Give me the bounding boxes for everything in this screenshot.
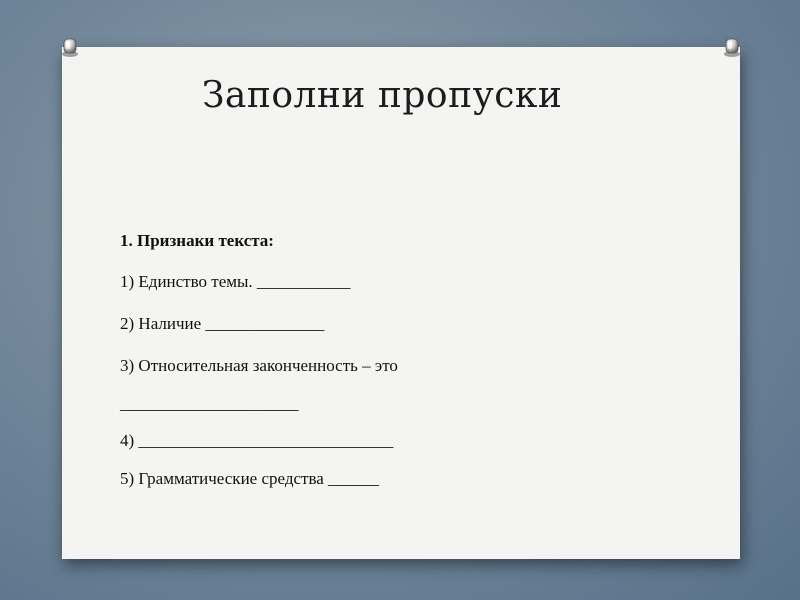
list-item: 5) Грамматические средства ______	[120, 469, 380, 488]
list-item: _____________________	[120, 394, 299, 413]
thumbtack-icon	[721, 37, 743, 59]
list-item: 3) Относительная законченность – это	[120, 356, 398, 375]
slide-title: Заполни пропуски	[202, 75, 563, 116]
list-item: 2) Наличие ______________	[120, 314, 325, 333]
thumbtack-icon	[59, 37, 81, 59]
list-item: 4) ______________________________	[120, 431, 394, 450]
section-heading: 1. Признаки текста:	[120, 231, 274, 250]
list-item: 1) Единство темы. ___________	[120, 272, 351, 291]
slide-card	[62, 47, 740, 559]
